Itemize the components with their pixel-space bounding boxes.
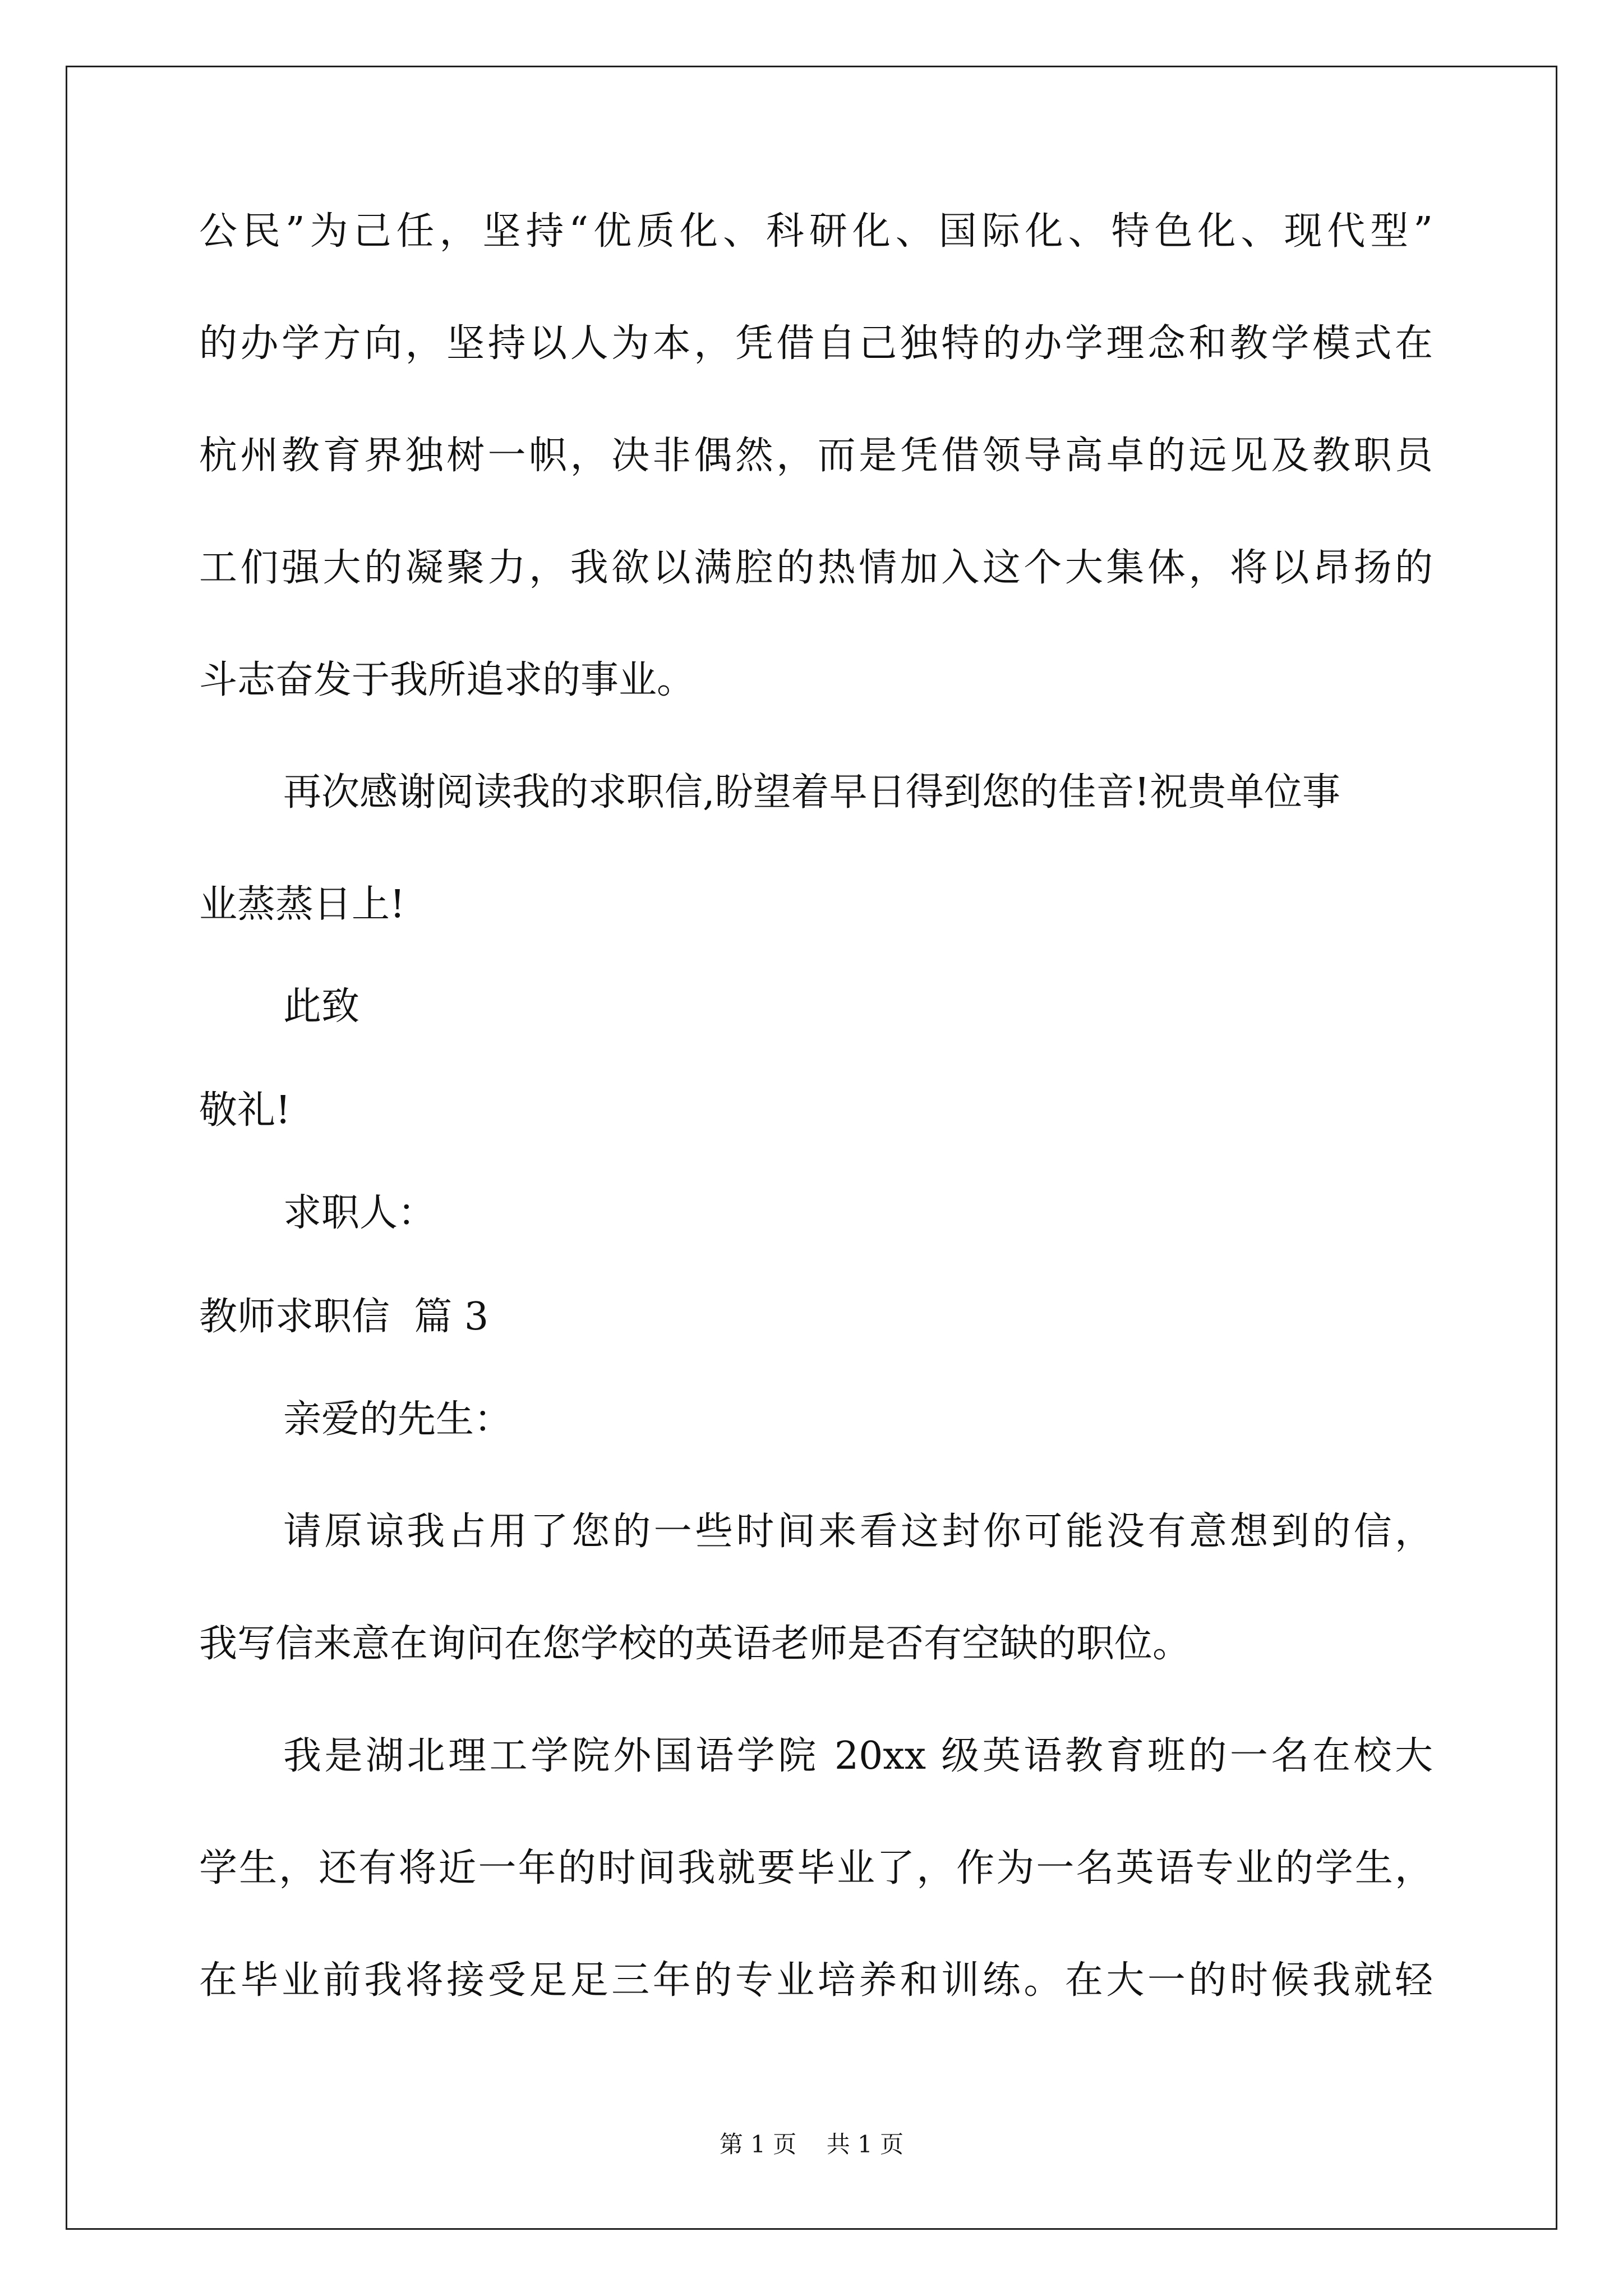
closing-regards: 敬礼! [199, 1088, 291, 1133]
closing-salutation: 此致 [283, 984, 360, 1029]
page-number-footer: 第 1 页 共 1 页 [719, 2131, 904, 2158]
text-line: 业蒸蒸日上! [199, 882, 405, 927]
signature-label: 求职人： [283, 1191, 436, 1235]
page-border [66, 66, 1557, 2230]
text-line: 斗志奋发于我所追求的事业。 [199, 658, 695, 702]
text-line: 公民”为己任，坚持“优质化、科研化、国际化、特色化、现代型” [199, 209, 1433, 254]
text-line: 我写信来意在询问在您学校的英语老师是否有空缺的职位。 [199, 1622, 1191, 1666]
text-line: 杭州教育界独树一帜，决非偶然，而是凭借领导高卓的远见及教职员 [199, 434, 1433, 478]
text-line: 在毕业前我将接受足足三年的专业培养和训练。在大一的时候我就轻 [199, 1958, 1433, 2003]
text-line: 学生，还有将近一年的时间我就要毕业了，作为一名英语专业的学生， [199, 1846, 1433, 1890]
paragraph-line: 请原谅我占用了您的一些时间来看这封你可能没有意想到的信， [283, 1510, 1433, 1554]
section-heading: 教师求职信 篇 3 [199, 1295, 489, 1339]
greeting: 亲爱的先生： [283, 1397, 513, 1442]
text-line: 的办学方向，坚持以人为本，凭借自己独特的办学理念和教学模式在 [199, 321, 1433, 366]
text-line: 工们强大的凝聚力，我欲以满腔的热情加入这个大集体，将以昂扬的 [199, 546, 1433, 590]
paragraph-line: 再次感谢阅读我的求职信,盼望着早日得到您的佳音!祝贵单位事 [283, 770, 1340, 815]
paragraph-line: 我是湖北理工学院外国语学院 20xx 级英语教育班的一名在校大 [283, 1734, 1433, 1778]
